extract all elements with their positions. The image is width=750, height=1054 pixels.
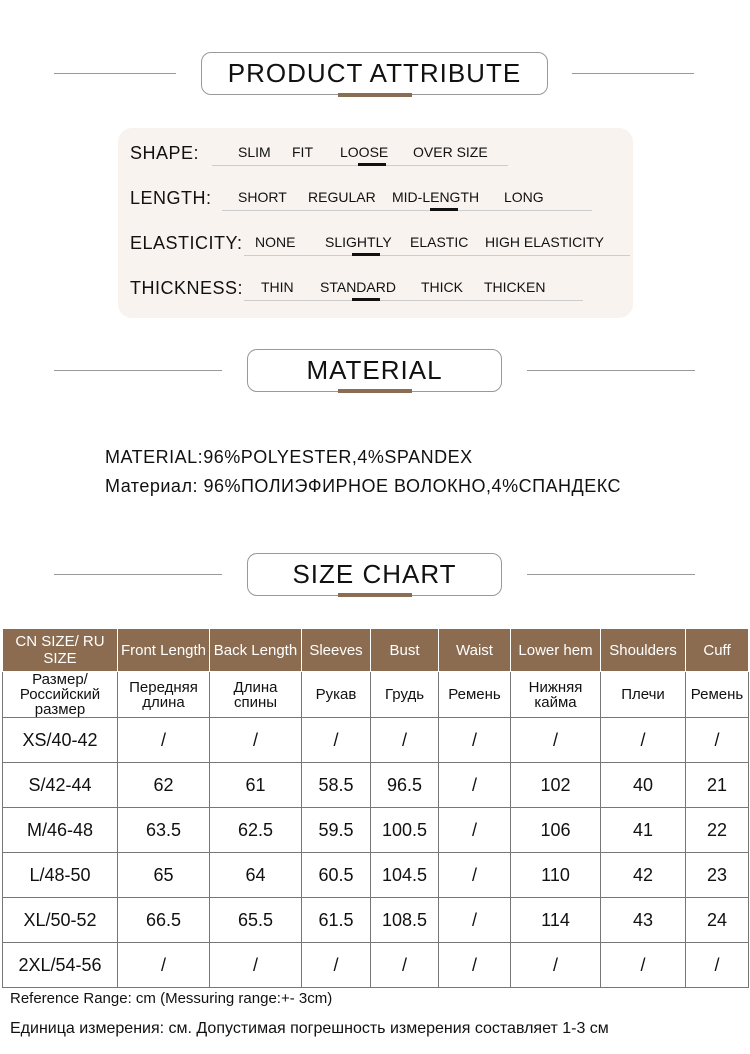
- table-cell: Lower hem: [511, 629, 601, 672]
- table-cell: 24: [686, 898, 749, 943]
- table-cell: 102: [511, 763, 601, 808]
- table-cell: S/42-44: [3, 763, 118, 808]
- table-cell: 96.5: [371, 763, 439, 808]
- table-cell: /: [439, 853, 511, 898]
- table-cell: Back Length: [210, 629, 302, 672]
- header-row-ru: [3, 672, 749, 718]
- table-cell: 59.5: [302, 808, 371, 853]
- attribute-label: THICKNESS:: [130, 278, 244, 298]
- table-cell: 21: [686, 763, 749, 808]
- material-ru: Материал: 96%ПОЛИЭФИРНОЕ ВОЛОКНО,4%СПАНДЕКС: [105, 476, 621, 496]
- table-row: [3, 853, 749, 898]
- table-cell: /: [511, 718, 601, 763]
- header-row-en: [3, 629, 749, 672]
- table-cell: 42: [601, 853, 686, 898]
- table-cell: 2XL/54-56: [3, 943, 118, 988]
- attribute-row: [130, 183, 630, 213]
- table-cell: /: [686, 943, 749, 988]
- attribute-panel: [118, 128, 633, 318]
- divider: [527, 574, 695, 575]
- table-cell: 104.5: [371, 853, 439, 898]
- attribute-label: SHAPE:: [130, 143, 200, 163]
- table-cell: 58.5: [302, 763, 371, 808]
- table-cell: /: [302, 718, 371, 763]
- attribute-option: LONG: [504, 189, 544, 205]
- table-cell: 22: [686, 808, 749, 853]
- attribute-option-selected: MID-LENGTH: [392, 189, 480, 205]
- divider: [54, 574, 222, 575]
- table-cell: /: [601, 943, 686, 988]
- material-en: MATERIAL:96%POLYESTER,4%SPANDEX: [105, 447, 473, 467]
- table-row: [3, 898, 749, 943]
- table-cell: Ремень: [439, 672, 511, 718]
- table-cell: 63.5: [118, 808, 210, 853]
- attribute-option: OVER SIZE: [413, 144, 488, 160]
- table-cell: 61: [210, 763, 302, 808]
- divider: [54, 370, 222, 371]
- title-accent: [338, 593, 412, 597]
- divider: [54, 73, 176, 74]
- note-en: Reference Range: cm (Messuring range:+- 3cm): [10, 990, 333, 1007]
- section-title-material: MATERIAL: [247, 349, 502, 392]
- table-cell: /: [118, 718, 210, 763]
- table-cell: 62.5: [210, 808, 302, 853]
- table-cell: /: [210, 718, 302, 763]
- table-cell: 43: [601, 898, 686, 943]
- table-cell: /: [439, 808, 511, 853]
- table-cell: /: [686, 718, 749, 763]
- divider: [572, 73, 694, 74]
- attribute-option-selected: LOOSE: [340, 144, 389, 160]
- attribute-option-selected: STANDARD: [320, 279, 396, 295]
- attribute-option: REGULAR: [308, 189, 376, 205]
- table-cell: /: [601, 718, 686, 763]
- table-cell: /: [302, 943, 371, 988]
- table-cell: /: [210, 943, 302, 988]
- attribute-line: [244, 300, 583, 301]
- attribute-option: THICK: [421, 279, 463, 295]
- table-cell: 66.5: [118, 898, 210, 943]
- table-cell: Shoulders: [601, 629, 686, 672]
- section-title-attribute: PRODUCT ATTRIBUTE: [201, 52, 548, 95]
- table-cell: XS/40-42: [3, 718, 118, 763]
- table-cell: 61.5: [302, 898, 371, 943]
- attribute-row: [130, 228, 630, 258]
- size-chart-table: [2, 628, 749, 988]
- table-cell: CN SIZE/ RU SIZE: [3, 629, 118, 672]
- attribute-option: SLIM: [238, 144, 271, 160]
- table-cell: 23: [686, 853, 749, 898]
- attribute-option: FIT: [292, 144, 313, 160]
- table-cell: Sleeves: [302, 629, 371, 672]
- table-cell: 60.5: [302, 853, 371, 898]
- attribute-option: NONE: [255, 234, 296, 250]
- title-accent: [338, 93, 412, 97]
- table-cell: 108.5: [371, 898, 439, 943]
- attribute-line: [244, 255, 630, 256]
- table-cell: M/46-48: [3, 808, 118, 853]
- table-cell: /: [439, 943, 511, 988]
- table-cell: Ремень: [686, 672, 749, 718]
- table-cell: /: [511, 943, 601, 988]
- table-cell: Размер/ Российский размер: [3, 672, 118, 718]
- table-cell: 64: [210, 853, 302, 898]
- table-cell: /: [371, 943, 439, 988]
- attribute-option: THIN: [261, 279, 294, 295]
- note-ru: Единица измерения: см. Допустимая погрешность измерения составляет 1-3 см: [10, 1020, 609, 1037]
- divider: [527, 370, 695, 371]
- table-cell: 40: [601, 763, 686, 808]
- table-cell: /: [371, 718, 439, 763]
- attribute-row: [130, 273, 630, 303]
- table-cell: Грудь: [371, 672, 439, 718]
- table-row: [3, 718, 749, 763]
- table-cell: /: [118, 943, 210, 988]
- table-row: [3, 808, 749, 853]
- attribute-option: THICKEN: [484, 279, 546, 295]
- attribute-option: ELASTIC: [410, 234, 469, 250]
- table-cell: Длина спины: [210, 672, 302, 718]
- table-cell: 65: [118, 853, 210, 898]
- attribute-label: ELASTICITY:: [130, 233, 243, 253]
- table-cell: 65.5: [210, 898, 302, 943]
- table-cell: Bust: [371, 629, 439, 672]
- table-cell: L/48-50: [3, 853, 118, 898]
- table-cell: Cuff: [686, 629, 749, 672]
- title-accent: [338, 389, 412, 393]
- table-cell: Waist: [439, 629, 511, 672]
- table-cell: 114: [511, 898, 601, 943]
- attribute-option-selected: SLIGHTLY: [325, 234, 392, 250]
- table-row: [3, 943, 749, 988]
- table-cell: /: [439, 898, 511, 943]
- table-cell: Рукав: [302, 672, 371, 718]
- table-cell: XL/50-52: [3, 898, 118, 943]
- attribute-option: HIGH ELASTICITY: [485, 234, 605, 250]
- table-cell: 41: [601, 808, 686, 853]
- table-cell: Front Length: [118, 629, 210, 672]
- table-cell: 62: [118, 763, 210, 808]
- table-row: [3, 763, 749, 808]
- table-cell: Передняя длина: [118, 672, 210, 718]
- table-cell: /: [439, 718, 511, 763]
- attribute-label: LENGTH:: [130, 188, 212, 208]
- section-title-size-chart: SIZE CHART: [247, 553, 502, 596]
- table-cell: 110: [511, 853, 601, 898]
- attribute-option: SHORT: [238, 189, 287, 205]
- table-cell: Нижняя кайма: [511, 672, 601, 718]
- attribute-line: [222, 210, 592, 211]
- table-cell: 106: [511, 808, 601, 853]
- attribute-row: [130, 138, 630, 168]
- table-cell: /: [439, 763, 511, 808]
- table-cell: 100.5: [371, 808, 439, 853]
- table-cell: Плечи: [601, 672, 686, 718]
